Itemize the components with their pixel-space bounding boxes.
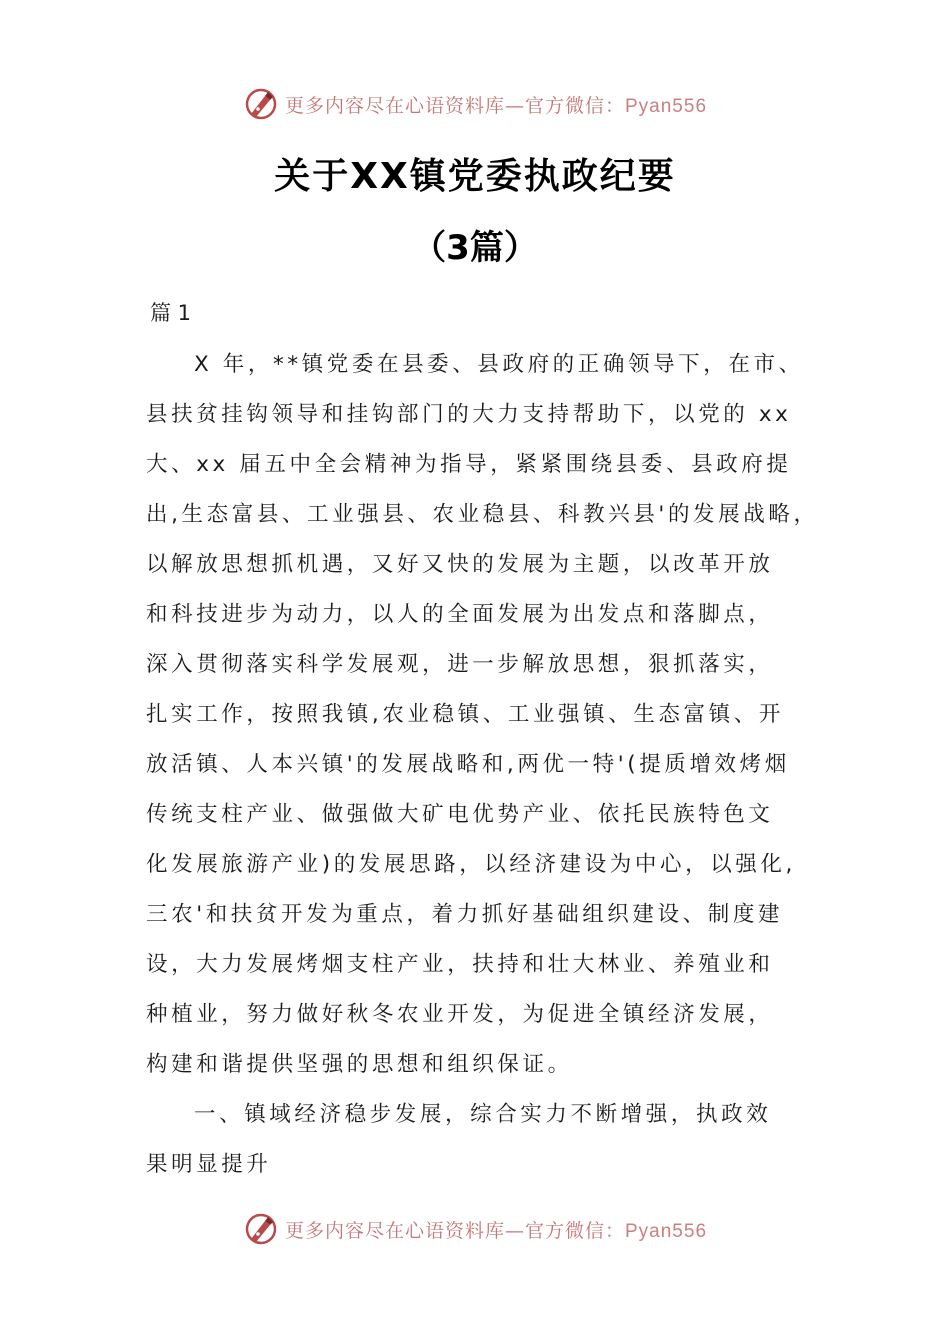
body-line: 种植业，努力做好秋冬农业开发，为促进全镇经济发展， — [146, 1002, 774, 1027]
watermark-text: 更多内容尽在心语资料库—官方微信：Pyan556 — [284, 94, 708, 117]
watermark-handle: Pyan556 — [625, 95, 708, 117]
pen-nib-logo-icon — [243, 86, 279, 122]
body-line: 扎实工作，按照我镇,农业稳镇、工业强镇、生态富镇、开 — [146, 702, 784, 727]
body-line: 放活镇、人本兴镇'的发展战略和,两优一特'(提质增效烤烟 — [146, 752, 790, 777]
document-subtitle: （3篇） — [412, 228, 538, 268]
document-title: 关于XX镇党委执政纪要 — [274, 156, 676, 197]
watermark-banner-top — [0, 84, 950, 124]
watermark-handle: Pyan556 — [625, 1220, 708, 1242]
body-line: 化发展旅游产业)的发展思路，以经济建设为中心，以强化, — [146, 852, 796, 877]
body-line: 设，大力发展烤烟支柱产业，扶持和壮大林业、养殖业和 — [146, 952, 774, 977]
body-line: 县扶贫挂钩领导和挂钩部门的大力支持帮助下，以党的 xx — [146, 402, 792, 427]
section-heading-line: 果明显提升 — [146, 1152, 272, 1177]
body-line: 构建和谐提供坚强的思想和组织保证。 — [146, 1052, 573, 1077]
body-line: X 年，**镇党委在县委、县政府的正确领导下，在市、 — [194, 352, 804, 377]
body-text — [146, 340, 819, 1190]
watermark-banner-bottom — [0, 1209, 950, 1249]
pen-nib-logo-icon — [243, 1211, 279, 1247]
body-line: 以解放思想抓机遇，又好又快的发展为主题，以改革开放 — [146, 552, 774, 577]
body-line: 和科技进步为动力，以人的全面发展为出发点和落脚点， — [146, 602, 774, 627]
body-line: 三农'和扶贫开发为重点，着力抓好基础组织建设、制度建 — [146, 902, 784, 927]
section-label: 篇 1 — [150, 301, 192, 325]
body-line: 传统支柱产业、做强做大矿电优势产业、依托民族特色文 — [146, 802, 774, 827]
body-line: 出,生态富县、工业强县、农业稳县、科教兴县'的发展战略， — [146, 502, 819, 527]
watermark-text: 更多内容尽在心语资料库—官方微信：Pyan556 — [284, 1219, 708, 1242]
body-line: 深入贯彻落实科学发展观，进一步解放思想，狠抓落实， — [146, 652, 774, 677]
section-heading-line: 一、镇域经济稳步发展，综合实力不断增强，执政效 — [194, 1102, 772, 1127]
body-line: 大、xx 届五中全会精神为指导，紧紧围绕县委、县政府提 — [146, 452, 792, 477]
